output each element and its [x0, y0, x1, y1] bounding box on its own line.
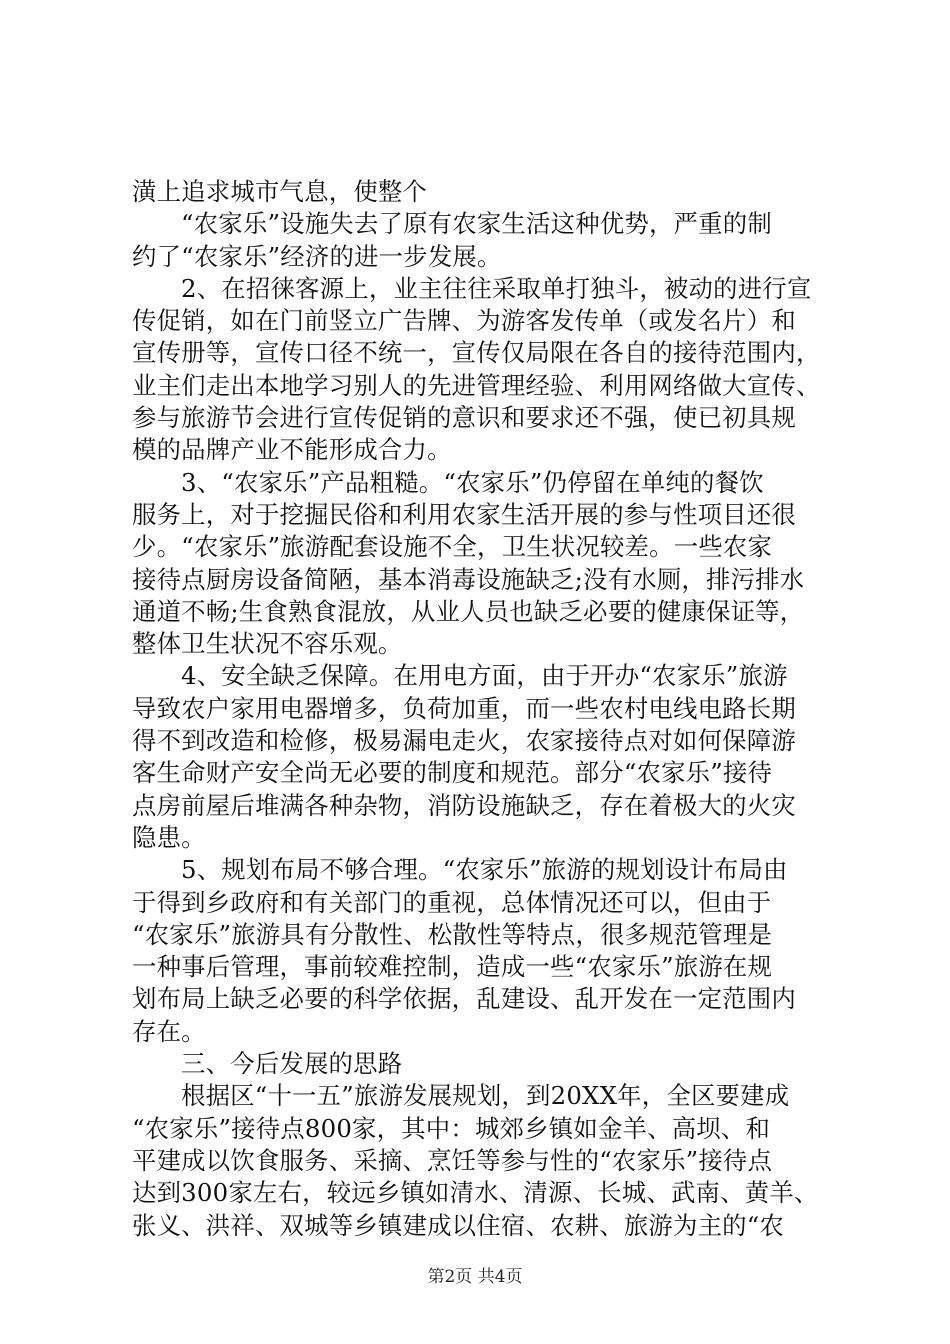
- text-line: 5、规划布局不够合理。“农家乐”旅游的规划设计布局由: [181, 855, 788, 885]
- text-line: 3、“农家乐”产品粗糙。“农家乐”仍停留在单纯的餐饮: [181, 467, 764, 497]
- text-line: 于得到乡政府和有关部门的重视，总体情况还可以，但由于: [132, 887, 772, 917]
- text-line: 导致农户家用电器增多，负荷加重，而一些农村电线电路长期: [132, 693, 796, 723]
- page-number-footer: 第2页 共4页: [427, 1267, 523, 1287]
- text-line: 三、今后发展的思路: [181, 1049, 403, 1079]
- text-line: 接待点厨房设备简陋，基本消毒设施缺乏;没有水厕，排污排水: [132, 564, 805, 594]
- text-line: 业主们走出本地学习别人的先进管理经验、利用网络做大宣传、: [132, 370, 821, 400]
- text-line: 4、安全缺乏保障。在用电方面，由于开办“农家乐”旅游: [181, 661, 788, 691]
- text-line: 客生命财产安全尚无必要的制度和规范。部分“农家乐”接待: [132, 758, 773, 788]
- text-line: 服务上，对于挖掘民俗和利用农家生活开展的参与性项目还很: [132, 499, 796, 529]
- text-line: 参与旅游节会进行宣传促销的意识和要求还不强，使已初具规: [132, 403, 796, 433]
- text-line: 传促销，如在门前竖立广告牌、为游客发传单（或发名片）和: [132, 306, 796, 336]
- text-line: 一种事后管理，事前较难控制，造成一些“农家乐”旅游在规: [132, 952, 773, 982]
- text-line: 约了“农家乐”经济的进一步发展。: [132, 241, 502, 271]
- text-line: 潢上追求城市气息，使整个: [132, 177, 428, 206]
- text-line: 点房前屋后堆满各种杂物，消防设施缺乏，存在着极大的火灾: [132, 790, 796, 820]
- text-line: 得不到改造和检修，极易漏电走火，农家接待点对如何保障游: [132, 726, 796, 756]
- text-line: “农家乐”设施失去了原有农家生活这种优势，严重的制: [181, 209, 772, 239]
- document-body: [132, 176, 832, 1242]
- text-line: 隐患。: [132, 822, 206, 852]
- text-line: 2、在招徕客源上，业主往往采取单打独斗，被动的进行宣: [181, 273, 812, 303]
- text-line: 通道不畅;生食熟食混放，从业人员也缺乏必要的健康保证等，: [132, 596, 805, 626]
- text-line: 张义、洪祥、双城等乡镇建成以住宿、农耕、旅游为主的“农: [132, 1210, 785, 1240]
- text-line: 根据区“十一五”旅游发展规划，到20XX年，全区要建成: [181, 1081, 790, 1111]
- text-line: 模的品牌产业不能形成合力。: [132, 435, 452, 465]
- text-line: “农家乐”接待点800家，其中：城郊乡镇如金羊、高坝、和: [132, 1113, 771, 1143]
- text-line: 划布局上缺乏必要的科学依据，乱建设、乱开发在一定范围内: [132, 984, 796, 1014]
- text-line: “农家乐”旅游具有分散性、松散性等特点，很多规范管理是: [132, 919, 773, 949]
- text-line: 存在。: [132, 1016, 206, 1046]
- text-line: 整体卫生状况不容乐观。: [132, 629, 403, 659]
- text-line: 少。“农家乐”旅游配套设施不全，卫生状况较差。一些农家: [132, 532, 773, 562]
- text-line: 达到300家左右，较远乡镇如清水、清源、长城、武南、黄羊、: [132, 1178, 819, 1208]
- text-line: 平建成以饮食服务、采摘、烹饪等参与性的“农家乐”接待点: [132, 1145, 773, 1175]
- text-line: 宣传册等，宣传口径不统一，宣传仅局限在各自的接待范围内，: [132, 338, 821, 368]
